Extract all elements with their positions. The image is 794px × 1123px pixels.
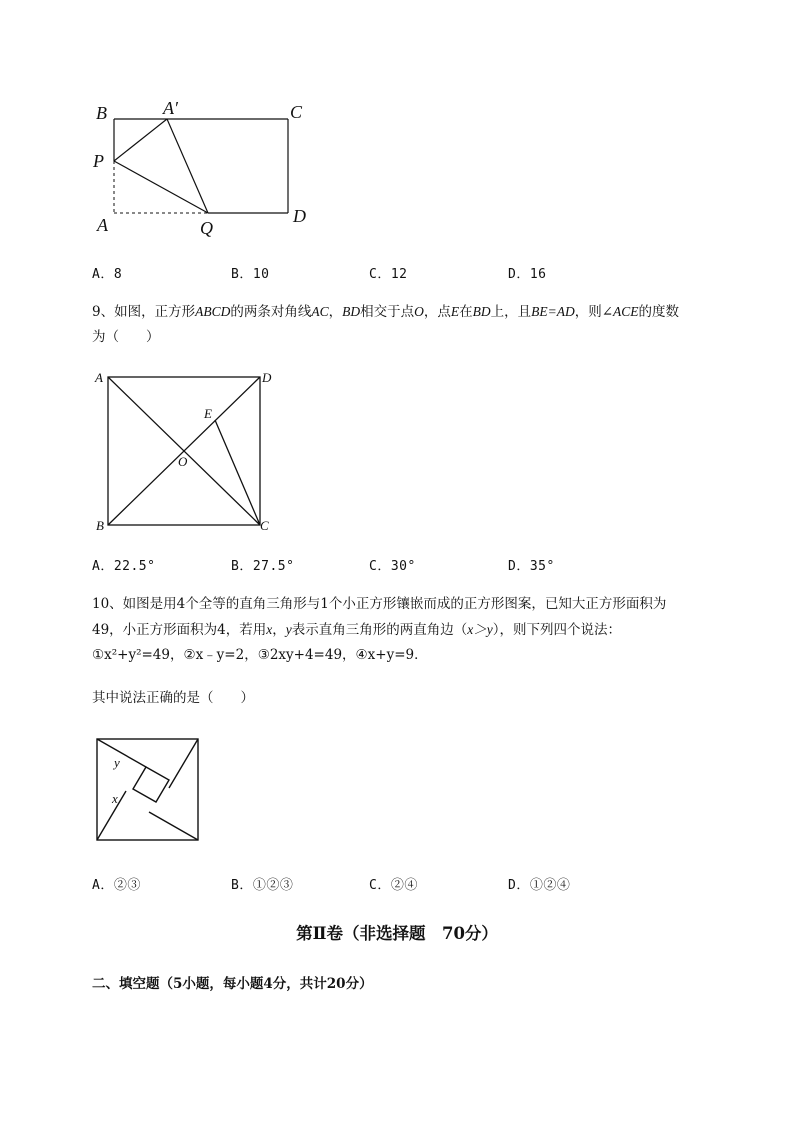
q8-figure: [88, 95, 328, 245]
q10-small-square: [133, 767, 169, 802]
q10-option-a[interactable]: A．②③: [92, 878, 141, 893]
q8-option-b[interactable]: B．10: [231, 267, 270, 282]
q10-label-x: x: [112, 791, 118, 806]
q10-big-square: [97, 739, 198, 840]
q9-option-b[interactable]: B．27.5°: [231, 559, 295, 574]
q9-option-d[interactable]: D．35°: [508, 559, 555, 574]
q9-label-d: D: [262, 370, 272, 385]
q8-option-c[interactable]: C．12: [369, 267, 408, 282]
q10-triangle-edge-3: [149, 812, 198, 840]
q10-question-text: [92, 592, 752, 668]
q10-option-c[interactable]: C．②④: [369, 878, 418, 893]
q8-option-a[interactable]: A．8: [92, 267, 123, 282]
q10-triangle-edge-2: [169, 739, 198, 788]
q9-option-c[interactable]: C．30°: [369, 559, 416, 574]
q10-option-b[interactable]: B．①②③: [231, 878, 294, 893]
q8-segment-aq: [167, 119, 208, 213]
q9-label-c: C: [260, 518, 269, 533]
q10-label-y: y: [114, 755, 120, 770]
section-title: 第Ⅱ卷（非选择题 70分）: [296, 924, 498, 943]
q8-label-a: A: [97, 215, 108, 235]
q10-option-d[interactable]: D．①②④: [508, 878, 571, 893]
q9-option-a[interactable]: A．22.5°: [92, 559, 156, 574]
q9-label-e: E: [204, 406, 212, 421]
q10-figure: [92, 733, 204, 845]
q9-line2: 为（ ）: [92, 329, 160, 345]
q9-label-b: B: [96, 518, 104, 533]
q9-question-text: [92, 299, 742, 350]
q8-option-d[interactable]: D．16: [508, 267, 547, 282]
q8-label-c: C: [290, 102, 303, 122]
q10-statements: [92, 643, 752, 668]
q10-statement-4: ④x+y=9．: [355, 647, 428, 663]
q9-segment-ec: [215, 420, 260, 525]
q10-line2: 49，小正方形面积为4，若用x，y表示直角三角形的两直角边（x＞y），则下列四个说法：: [92, 622, 622, 638]
q10-line1: 10、如图是用4个全等的直角三角形与1个小正方形镶嵌而成的正方形图案，已知大正方形面积为: [92, 596, 667, 612]
q9-label-a: A: [95, 370, 103, 385]
q8-label-d: D: [293, 206, 306, 226]
q9-label-o: O: [178, 454, 188, 469]
q8-label-q: Q: [200, 218, 213, 238]
q8-segment-pa: [114, 119, 167, 161]
q10-triangle-edge-1: [97, 739, 146, 767]
q10-statement-2: ②x﹣y=2，: [183, 647, 258, 663]
q8-label-b: B: [96, 103, 107, 123]
part2-title: 二、填空题（5小题，每小题4分，共计20分）: [92, 976, 373, 992]
q8-label-p: P: [93, 151, 104, 171]
q9-figure: [90, 365, 285, 540]
q10-prompt: 其中说法正确的是（ ）: [92, 690, 254, 706]
q8-label-a-prime: A′: [163, 98, 178, 118]
q8-segment-pq: [114, 161, 208, 213]
q10-statement-1: ①x²+y²=49，: [92, 647, 184, 663]
q9-line1: 9、如图，正方形ABCD的两条对角线AC，BD相交于点O，点E在BD上，且BE=AD，则∠ACE的度数: [92, 304, 680, 320]
q10-statement-3: ③2xy+4=49，: [257, 647, 356, 663]
